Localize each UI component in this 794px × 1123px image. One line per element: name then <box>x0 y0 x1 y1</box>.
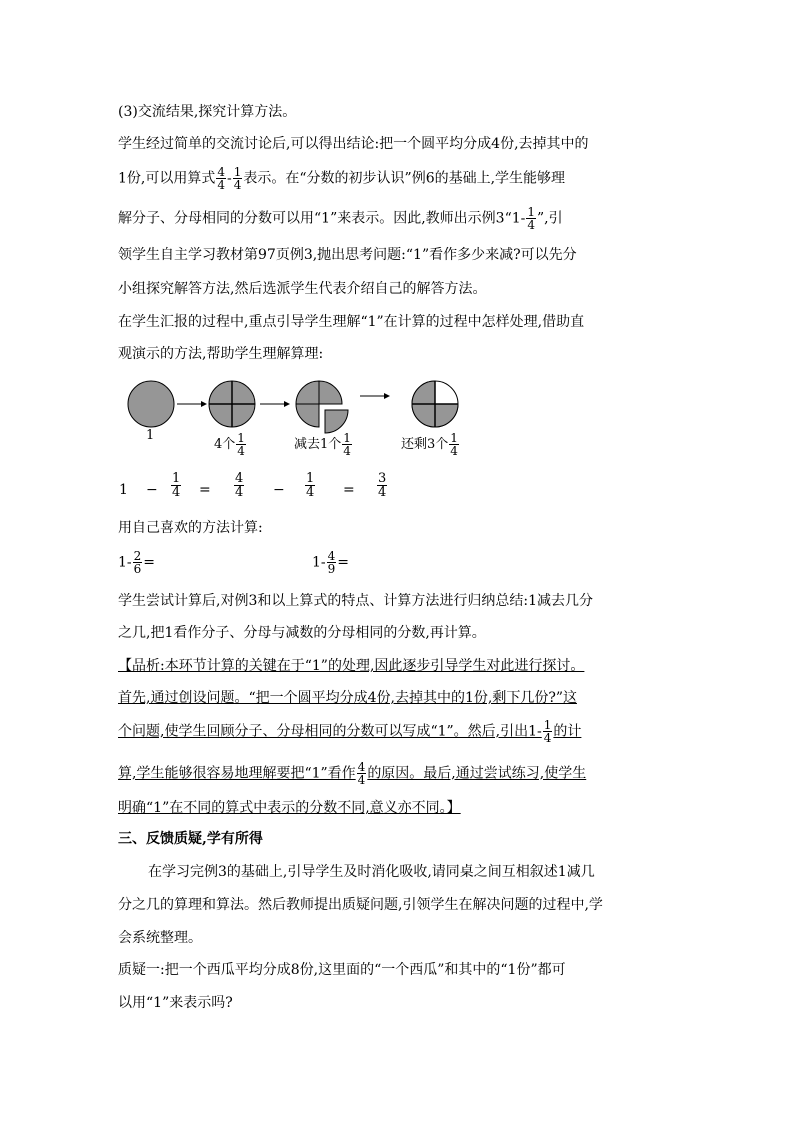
section-title: 三、反馈质疑,学有所得 <box>118 831 263 847</box>
para-heading-exchange: (3)交流结果,探究计算方法。 <box>118 104 297 120</box>
diagram-label-whole: 1 <box>146 428 155 443</box>
comment-line: 明确“1”在不同的算式中表示的分数不同,意义亦不同。】 <box>118 800 461 816</box>
practice-heading: 用自己喜欢的方法计算: <box>118 520 263 536</box>
equation-fraction: $\frac{1}{4}$ <box>172 471 181 500</box>
text-line: 解分子、分母相同的分数可以用“1”来表示。因此,教师出示例3“1- $\frac{1}{4}$ ”,引 <box>118 205 563 232</box>
text-line: 之几,把1看作分子、分母与减数的分母相同的分数,再计算。 <box>118 625 486 641</box>
equation-minus: − <box>273 482 285 498</box>
text-line: 小组探究解答方法,然后选派学生代表介绍自己的解答方法。 <box>118 281 487 297</box>
three-quarter-circle <box>412 381 458 427</box>
equation-equals: = <box>343 482 355 498</box>
whole-circle <box>128 381 174 427</box>
text-line: 学生经过简单的交流讨论后,可以得出结论:把一个圆平均分成4份,去掉其中的 <box>118 136 589 152</box>
arrow-icon <box>360 393 390 399</box>
equation-fraction: $\frac{4}{4}$ <box>235 471 244 500</box>
equation-one: 1 <box>119 482 128 498</box>
text-line: 质疑一:把一个西瓜平均分成8份,这里面的“一个西瓜”和其中的“1份”都可 <box>118 962 566 978</box>
fraction-circle-diagram <box>0 375 794 485</box>
text-line: 以用“1”来表示吗? <box>118 995 233 1011</box>
circle-quarter-removed <box>296 381 348 433</box>
practice-exercise-2: 1- $\frac{4}{9}$ = <box>312 549 350 576</box>
arrow-icon <box>260 401 290 407</box>
text-line: 会系统整理。 <box>118 930 202 946</box>
fraction-one-fourth: $\frac{1}{4}$ <box>233 165 242 192</box>
text-line: 领学生自主学习教材第97页例3,抛出思考问题:“1”看作多少来减?可以先分 <box>118 247 577 263</box>
quartered-circle <box>209 381 255 427</box>
text-line: 观演示的方法,帮助学生理解算理: <box>118 346 324 362</box>
equation-minus: − <box>146 482 158 498</box>
fraction-four-fourths: $\frac{4}{4}$ <box>217 165 225 192</box>
diagram-label-four-quarters: 4个 $\frac{1}{4}$ <box>214 431 245 458</box>
text-line: 在学生汇报的过程中,重点引导学生理解“1”在计算的过程中怎样处理,借助直 <box>118 314 585 330</box>
fraction-one-fourth: $\frac{1}{4}$ <box>527 205 536 232</box>
arrow-icon <box>177 401 207 407</box>
equation-fraction: $\frac{1}{4}$ <box>306 471 315 500</box>
comment-line: 个问题,使学生回顾分子、分母相同的分数可以写成“1”。然后,引出1- $\frac{1}{4}$ 的计 <box>118 718 582 745</box>
equation-fraction: $\frac{3}{4}$ <box>378 471 387 500</box>
equation-equals: = <box>199 482 211 498</box>
text-line: 1份,可以用算式 $\frac{4}{4}$ - $\frac{1}{4}$ 表示。在“分数的初步认识”例6的基础上,学生能够理 <box>118 165 566 192</box>
comment-line: 【品析:本环节计算的关键在于“1”的处理,因此逐步引导学生对此进行探讨。 <box>118 658 585 674</box>
diagram-label-minus-one: 减去1个 $\frac{1}{4}$ <box>294 431 351 458</box>
comment-line: 算,学生能够很容易地理解要把“1”看作 $\frac{4}{4}$ 的原因。最后,通过尝试练习,使学生 <box>118 760 587 787</box>
practice-exercise-1: 1- $\frac{2}{6}$ = <box>118 549 156 576</box>
diagram-label-remaining: 还剩3个 $\frac{1}{4}$ <box>401 431 458 458</box>
comment-line: 首先,通过创设问题。“把一个圆平均分成4份,去掉其中的1份,剩下几份?”这 <box>118 690 577 706</box>
text-line: 在学习完例3的基础上,引导学生及时消化吸收,请同桌之间互相叙述1减几 <box>148 864 595 880</box>
text-line: 分之几的算理和算法。然后教师提出质疑问题,引领学生在解决问题的过程中,学 <box>118 897 603 913</box>
text-line: 学生尝试计算后,对例3和以上算式的特点、计算方法进行归纳总结:1减去几分 <box>118 593 593 609</box>
